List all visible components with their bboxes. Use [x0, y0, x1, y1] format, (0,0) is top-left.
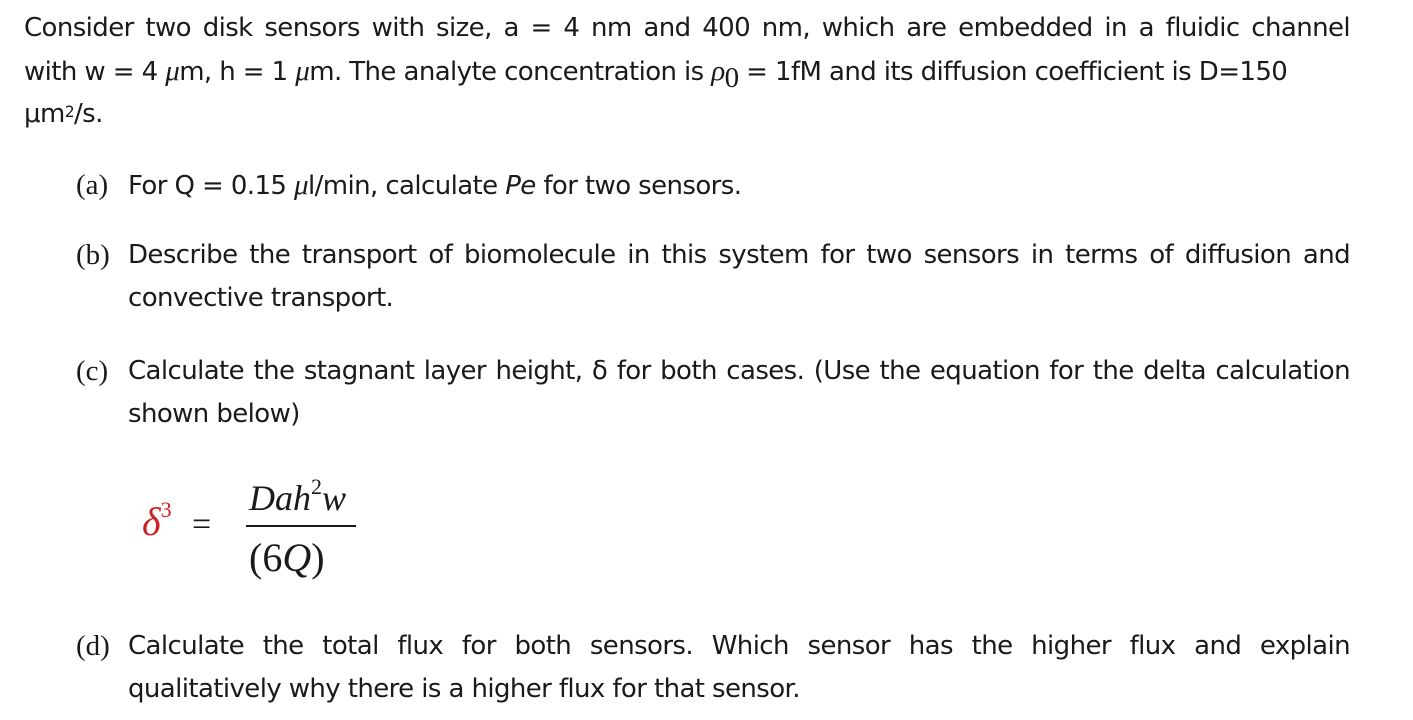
delta-exponent: 3 [160, 497, 172, 522]
part-c-line-2: shown below) [128, 399, 300, 429]
mu-symbol: μ [24, 99, 40, 129]
part-b-line-1: Describe the transport of biomolecule in this system for two sensors in terms of diffusion and [128, 240, 1350, 270]
peclet-symbol: Pe [505, 171, 536, 201]
intro-line-2-b: m, h = 1 [179, 57, 296, 87]
equation-lhs [142, 497, 172, 550]
denominator-open: (6 [249, 535, 283, 580]
part-b-label: (b) [76, 239, 110, 271]
numerator-exponent: 2 [311, 474, 322, 499]
part-a-mid: l/min, calculate [308, 171, 506, 201]
mu-symbol: μ [295, 55, 310, 87]
denominator-q: Q [282, 535, 312, 580]
delta-symbol: δ [142, 499, 161, 544]
mu-symbol: μ [294, 169, 308, 201]
mu-symbol: μ [165, 55, 180, 87]
part-c-label: (c) [76, 355, 109, 387]
numerator-w: w [322, 478, 347, 518]
equation-denominator [249, 534, 325, 582]
intro-line-3-b: /s. [74, 99, 103, 129]
part-d-line-1: Calculate the total flux for both sensors. Which sensor has the higher flux and explain [128, 631, 1350, 661]
part-a-post: for two sensors. [535, 171, 742, 201]
part-c-line-1: Calculate the stagnant layer height, δ for both cases. (Use the equation for the delta calculation [128, 356, 1350, 386]
equals-sign: = [192, 506, 212, 543]
intro-line-3-a: m [39, 99, 65, 129]
part-b-line-2: convective transport. [128, 283, 394, 313]
part-d-label: (d) [76, 630, 110, 662]
rho-symbol: ρ [711, 55, 725, 87]
equation-numerator [249, 476, 346, 525]
denominator-close: ) [311, 535, 325, 580]
intro-line-2-c: m. The analyte concentration is [309, 57, 712, 87]
fraction-bar [246, 525, 356, 527]
numerator-dah: Dah [249, 478, 311, 518]
intro-line-1: Consider two disk sensors with size, a = 4 nm and 400 nm, which are embedded in a fluidic channel [24, 13, 1350, 43]
part-a-pre: For Q = 0.15 [128, 171, 295, 201]
part-a-label: (a) [76, 169, 109, 201]
rho-subscript: 0 [724, 62, 739, 95]
squared-superscript: 2 [64, 103, 75, 122]
intro-line-2-d: = 1fM and its diffusion coefficient is D=150 [738, 57, 1288, 87]
intro-line-3 [24, 97, 103, 131]
intro-line-2 [24, 54, 1350, 95]
intro-line-2-a: with w = 4 [24, 57, 166, 87]
part-d-line-2: qualitatively why there is a higher flux for that sensor. [128, 674, 800, 704]
part-a-text [128, 168, 741, 203]
